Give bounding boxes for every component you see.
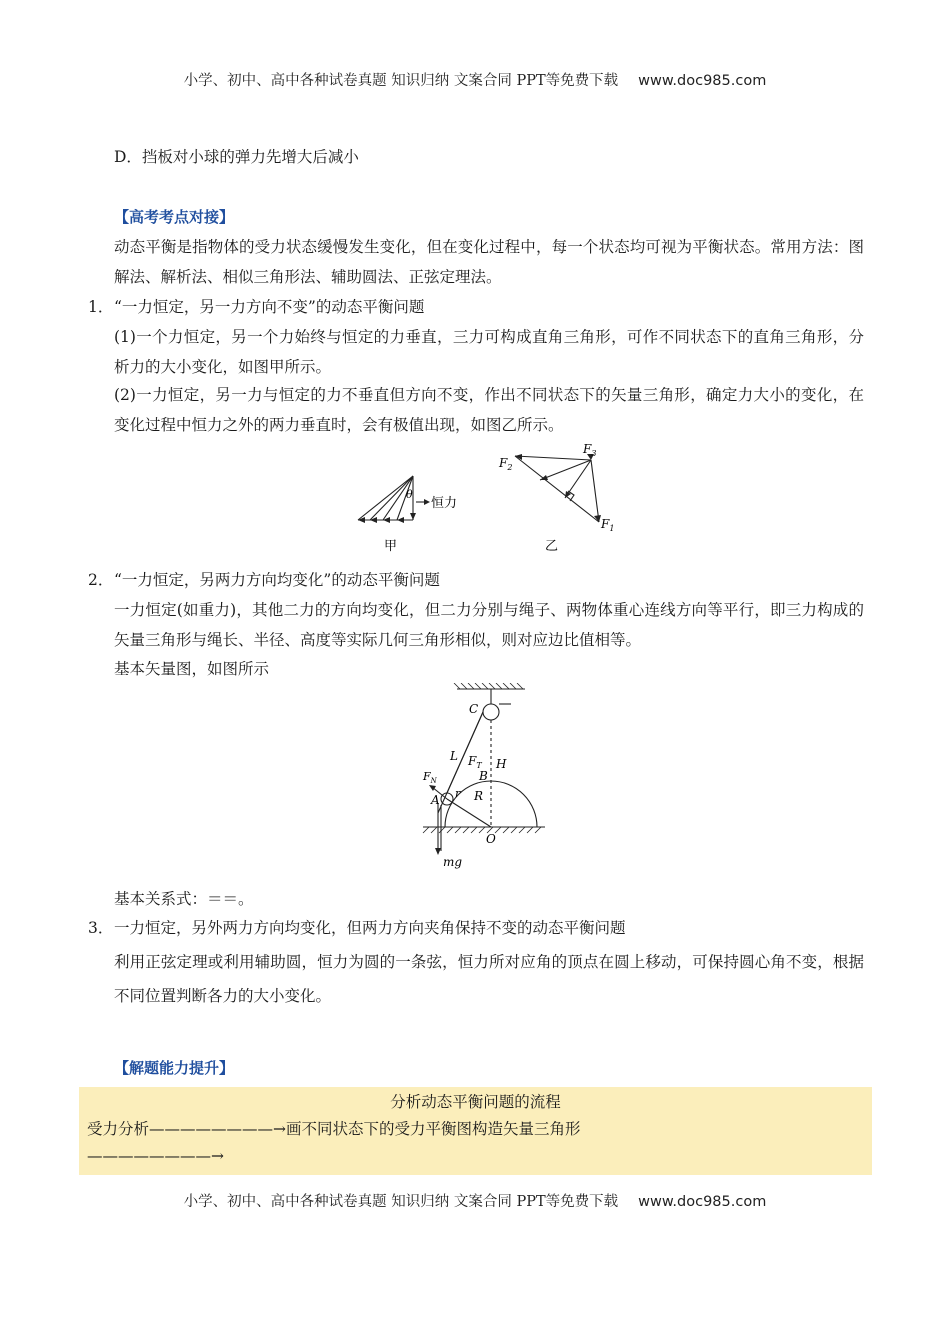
label-c: C	[469, 702, 479, 716]
flow-line2: ————————→	[87, 1147, 224, 1165]
item1-title: “一力恒定，另一力方向不变”的动态平衡问题	[114, 298, 425, 316]
item3-paragraph1: 利用正弦定理或利用辅助圆，恒力为圆的一条弦，恒力所对应角的顶点在圆上移动，可保持圆心角不变，根据不同位置判断各力的大小变化。	[114, 953, 864, 1005]
page-header	[0, 69, 950, 90]
f1-label: $F_1$	[601, 517, 615, 533]
flow-title: 分析动态平衡问题的流程	[390, 1093, 561, 1111]
figure-pulley	[415, 683, 550, 878]
figure-yi-caption: 乙	[545, 539, 559, 554]
item2-title: “一力恒定，另两力方向均变化”的动态平衡问题	[114, 571, 440, 589]
theta-label: θ	[406, 488, 413, 501]
footer-url[interactable]: www.doc985.com	[638, 1194, 767, 1210]
item2-paragraph2: 基本矢量图，如图所示	[114, 660, 270, 678]
label-a: A	[431, 793, 440, 807]
section-title-exam-points: 【高考考点对接】	[114, 208, 235, 226]
item2-paragraph1: 一力恒定(如重力)，其他二力的方向均变化，但二力分别与绳子、两物体重心连线方向等平行，即三力构成的矢量三角形与绳长、半径、高度等实际几何三角形相似，则对应边比值相等。	[114, 601, 864, 649]
item1-paragraph2: (2)一力恒定，另一力与恒定的力不垂直但方向不变，作出不同状态下的矢量三角形，确定力大小的变化，在变化过程中恒力之外的两力垂直时，会有极值出现，如图乙所示。	[114, 386, 864, 434]
flow-line1: 受力分析————————→画不同状态下的受力平衡图构造矢量三角形	[87, 1120, 581, 1138]
item2-number: 2．	[88, 571, 114, 589]
footer-text: 小学、初中、高中各种试卷真题 知识归纳 文案合同 PPT等免费下载	[183, 1194, 619, 1210]
label-r-big: R	[474, 789, 484, 803]
f3-label: $F_3$	[583, 442, 597, 458]
item1-number: 1．	[88, 298, 114, 316]
label-o: O	[486, 832, 496, 846]
label-h: H	[496, 757, 507, 771]
constant-force-label: 恒力	[431, 496, 458, 511]
option-d: D．挡板对小球的弹力先增大后减小	[114, 148, 359, 166]
label-r-small: r	[455, 787, 461, 800]
label-ft: $F_T$	[468, 754, 482, 770]
label-mg: mg	[443, 855, 463, 869]
intro-paragraph: 动态平衡是指物体的受力状态缓慢发生变化，但在变化过程中，每一个状态均可视为平衡状态。常用方法：图解法、解析法、相似三角形法、辅助圆法、正弦定理法。	[114, 238, 864, 286]
label-fn: $F_N$	[423, 770, 437, 785]
item3-number: 3．	[88, 919, 114, 937]
header-url[interactable]: www.doc985.com	[638, 73, 767, 89]
item1-paragraph1: (1)一个力恒定，另一个力始终与恒定的力垂直，三力可构成直角三角形，可作不同状态下的直角三角形，分析力的大小变化，如图甲所示。	[114, 328, 864, 376]
figure-jia-caption: 甲	[384, 539, 398, 554]
f2-label: $F_2$	[499, 456, 513, 472]
basic-relation: 基本关系式：＝＝。	[114, 890, 254, 908]
section-title-ability: 【解题能力提升】	[114, 1059, 235, 1077]
figure-jia	[350, 468, 470, 558]
figure-yi	[495, 440, 625, 555]
item3-title: 一力恒定，另外两力方向均变化，但两力方向夹角保持不变的动态平衡问题	[114, 919, 626, 937]
page-footer	[0, 1190, 950, 1211]
header-text: 小学、初中、高中各种试卷真题 知识归纳 文案合同 PPT等免费下载	[183, 73, 619, 89]
label-b: B	[479, 769, 488, 783]
label-l: L	[450, 749, 458, 763]
flow-box	[79, 1087, 872, 1175]
